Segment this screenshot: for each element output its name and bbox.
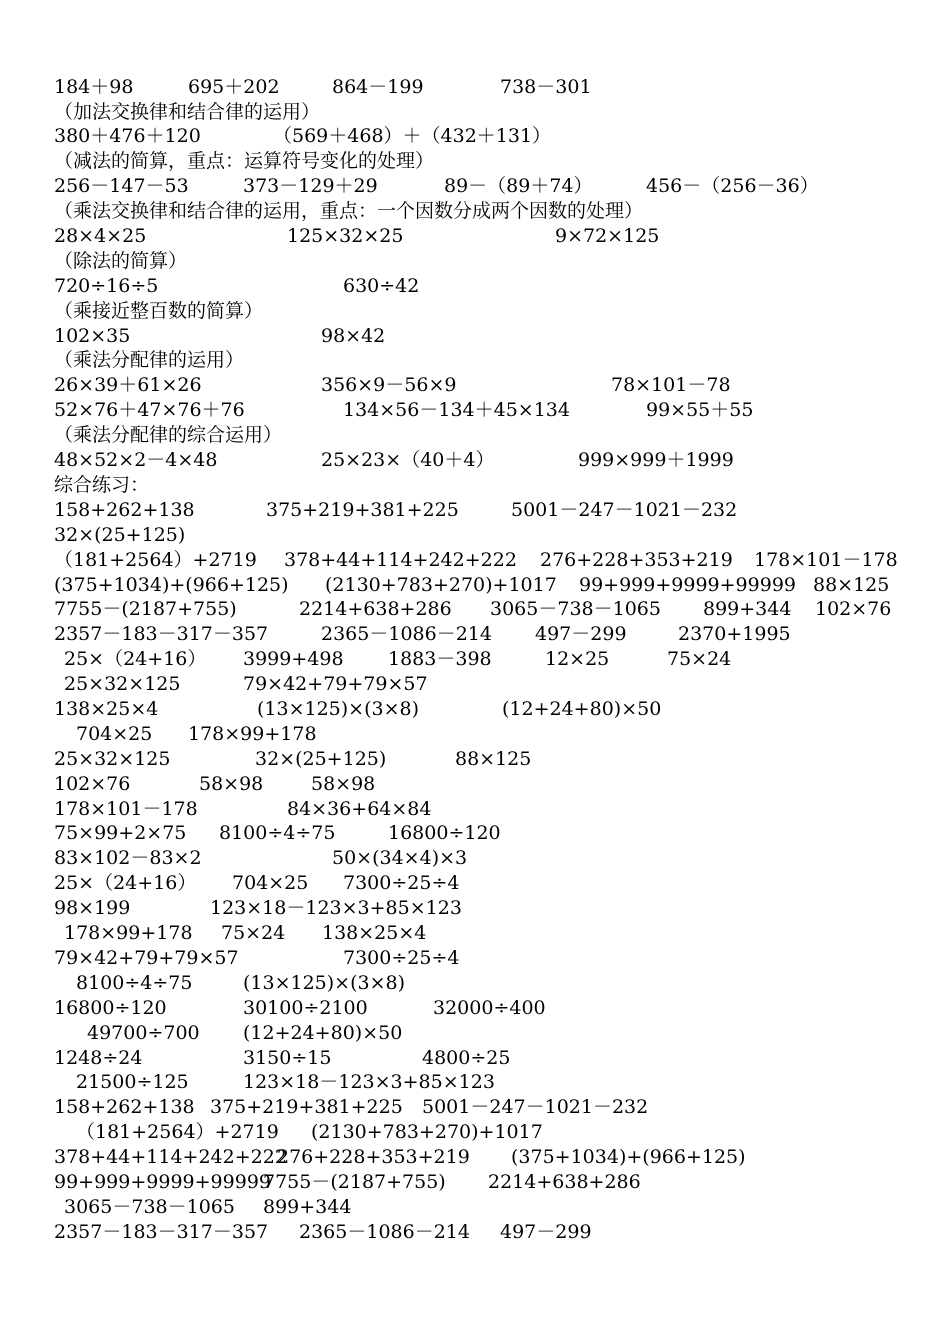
expression: 25×32×125 xyxy=(54,748,171,770)
line-20 xyxy=(0,548,950,573)
line-27 xyxy=(0,722,950,747)
line-21 xyxy=(0,573,950,598)
line-6 xyxy=(0,199,950,224)
expression: 7300÷25÷4 xyxy=(343,872,460,894)
line-7 xyxy=(0,224,950,249)
expression: 1248÷24 xyxy=(54,1047,143,1069)
line-43 xyxy=(0,1120,950,1145)
expression: 99+999+9999+99999 xyxy=(579,574,796,596)
expression: 25×23×（40＋4） xyxy=(321,449,495,471)
expression: 26×39＋61×26 xyxy=(54,374,202,396)
line-5 xyxy=(0,174,950,199)
line-16 xyxy=(0,448,950,473)
expression: 178×101－178 xyxy=(54,798,198,820)
line-45 xyxy=(0,1170,950,1195)
expression: （181+2564）+2719 xyxy=(76,1121,279,1143)
expression: 999×999＋1999 xyxy=(578,449,734,471)
line-14 xyxy=(0,398,950,423)
line-17 xyxy=(0,473,950,498)
line-10 xyxy=(0,299,950,324)
expression: 102×35 xyxy=(54,325,131,347)
expression: 7300÷25÷4 xyxy=(343,947,460,969)
expression: 378+44+114+242+222 xyxy=(54,1146,287,1168)
expression: 30100÷2100 xyxy=(243,997,368,1019)
line-13 xyxy=(0,373,950,398)
expression: 630÷42 xyxy=(343,275,420,297)
expression: 75×24 xyxy=(221,922,286,944)
expression: 4800÷25 xyxy=(422,1047,511,1069)
expression: 8100÷4÷75 xyxy=(76,972,193,994)
expression: (12+24+80)×50 xyxy=(243,1022,403,1044)
line-38 xyxy=(0,996,950,1021)
expression: 704×25 xyxy=(232,872,309,894)
section-heading: （乘法交换律和结合律的运用，重点：一个因数分成两个因数的处理） xyxy=(54,200,644,222)
line-1 xyxy=(0,75,950,100)
line-2 xyxy=(0,100,950,125)
expression: 99×55＋55 xyxy=(646,399,754,421)
section-heading: （乘接近整百数的简算） xyxy=(54,300,264,322)
line-26 xyxy=(0,697,950,722)
expression: 16800÷120 xyxy=(54,997,167,1019)
expression: 123×18－123×3+85×123 xyxy=(210,897,462,919)
expression: 5001－247－1021－232 xyxy=(422,1096,649,1118)
expression: 98×199 xyxy=(54,897,131,919)
line-24 xyxy=(0,647,950,672)
line-29 xyxy=(0,772,950,797)
expression: 899+344 xyxy=(263,1196,352,1218)
expression: 2365－1086－214 xyxy=(321,623,492,645)
expression: 102×76 xyxy=(815,598,892,620)
expression: 8100÷4÷75 xyxy=(219,822,336,844)
expression: 49700÷700 xyxy=(87,1022,200,1044)
expression: 184＋98 xyxy=(54,76,134,98)
section-heading: 综合练习： xyxy=(54,474,150,496)
expression: 32×(25+125) xyxy=(255,748,387,770)
expression: 375+219+381+225 xyxy=(266,499,459,521)
line-30 xyxy=(0,797,950,822)
line-3 xyxy=(0,124,950,149)
expression: 375+219+381+225 xyxy=(210,1096,403,1118)
line-4 xyxy=(0,149,950,174)
line-9 xyxy=(0,274,950,299)
expression: 720÷16÷5 xyxy=(54,275,159,297)
expression: 5001－247－1021－232 xyxy=(511,499,738,521)
expression: 89－（89＋74） xyxy=(444,175,593,197)
expression: 16800÷120 xyxy=(388,822,501,844)
expression: 102×76 xyxy=(54,773,131,795)
expression: 178×99+178 xyxy=(188,723,317,745)
line-28 xyxy=(0,747,950,772)
expression: 78×101－78 xyxy=(611,374,731,396)
expression: 12×25 xyxy=(545,648,610,670)
expression: (13×125)×(3×8) xyxy=(257,698,420,720)
expression: 9×72×125 xyxy=(555,225,660,247)
line-32 xyxy=(0,846,950,871)
expression: 256－147－53 xyxy=(54,175,189,197)
expression: 2214+638+286 xyxy=(299,598,452,620)
expression: 25×（24+16） xyxy=(54,872,197,894)
expression: 75×24 xyxy=(667,648,732,670)
expression: 3065－738－1065 xyxy=(64,1196,235,1218)
expression: 84×36+64×84 xyxy=(287,798,432,820)
expression: 125×32×25 xyxy=(287,225,404,247)
expression: 88×125 xyxy=(813,574,890,596)
expression: 276+228+353+219 xyxy=(277,1146,470,1168)
section-heading: （除法的简算） xyxy=(54,250,188,272)
expression: 1883－398 xyxy=(388,648,492,670)
expression: 83×102－83×2 xyxy=(54,847,202,869)
line-23 xyxy=(0,622,950,647)
expression: 373－129＋29 xyxy=(243,175,378,197)
expression: 79×42+79+79×57 xyxy=(54,947,239,969)
line-34 xyxy=(0,896,950,921)
line-8 xyxy=(0,249,950,274)
expression: 58×98 xyxy=(311,773,376,795)
expression: 88×125 xyxy=(455,748,532,770)
expression: 2214+638+286 xyxy=(488,1171,641,1193)
expression: 58×98 xyxy=(199,773,264,795)
expression: 98×42 xyxy=(321,325,386,347)
expression: 28×4×25 xyxy=(54,225,147,247)
expression: 50×(34×4)×3 xyxy=(332,847,468,869)
expression: 899+344 xyxy=(703,598,792,620)
line-46 xyxy=(0,1195,950,1220)
expression: 3150÷15 xyxy=(243,1047,332,1069)
expression: 3999+498 xyxy=(243,648,344,670)
expression: 497－299 xyxy=(500,1221,592,1243)
line-39 xyxy=(0,1021,950,1046)
line-15 xyxy=(0,423,950,448)
section-heading: （乘法分配律的运用） xyxy=(54,349,245,371)
expression: 138×25×4 xyxy=(54,698,159,720)
line-44 xyxy=(0,1145,950,1170)
expression: (2130+783+270)+1017 xyxy=(325,574,557,596)
line-37 xyxy=(0,971,950,996)
expression: (375+1034)+(966+125) xyxy=(54,574,289,596)
expression: 134×56－134＋45×134 xyxy=(343,399,570,421)
expression: (2130+783+270)+1017 xyxy=(311,1121,543,1143)
expression: 7755－(2187+755) xyxy=(54,598,237,620)
expression: 695＋202 xyxy=(188,76,280,98)
line-47 xyxy=(0,1220,950,1245)
expression: 178×99+178 xyxy=(64,922,193,944)
line-41 xyxy=(0,1070,950,1095)
section-heading: （加法交换律和结合律的运用） xyxy=(54,101,321,123)
line-11 xyxy=(0,324,950,349)
expression: 158+262+138 xyxy=(54,499,195,521)
expression: 7755－(2187+755) xyxy=(263,1171,446,1193)
expression: （569＋468）＋（432＋131） xyxy=(273,125,552,147)
expression: 2365－1086－214 xyxy=(299,1221,470,1243)
expression: 32×(25+125) xyxy=(54,524,186,546)
expression: 178×101－178 xyxy=(754,549,898,571)
expression: 99+999+9999+99999 xyxy=(54,1171,271,1193)
expression: （181+2564）+2719 xyxy=(54,549,257,571)
expression: 48×52×2－4×48 xyxy=(54,449,218,471)
expression: 2370+1995 xyxy=(678,623,791,645)
line-36 xyxy=(0,946,950,971)
expression: 456－（256－36） xyxy=(646,175,819,197)
expression: 2357－183－317－357 xyxy=(54,623,269,645)
line-35 xyxy=(0,921,950,946)
expression: 25×（24+16） xyxy=(64,648,207,670)
expression: 380＋476＋120 xyxy=(54,125,201,147)
expression: 123×18－123×3+85×123 xyxy=(243,1071,495,1093)
line-19 xyxy=(0,523,950,548)
line-25 xyxy=(0,672,950,697)
expression: 21500÷125 xyxy=(76,1071,189,1093)
expression: 738－301 xyxy=(500,76,592,98)
expression: 79×42+79+79×57 xyxy=(243,673,428,695)
expression: (12+24+80)×50 xyxy=(502,698,662,720)
expression: 3065－738－1065 xyxy=(490,598,661,620)
line-33 xyxy=(0,871,950,896)
line-40 xyxy=(0,1046,950,1071)
expression: 75×99+2×75 xyxy=(54,822,187,844)
expression: 52×76＋47×76＋76 xyxy=(54,399,245,421)
expression: (375+1034)+(966+125) xyxy=(511,1146,746,1168)
expression: 158+262+138 xyxy=(54,1096,195,1118)
section-heading: （乘法分配律的综合运用） xyxy=(54,424,283,446)
expression: 32000÷400 xyxy=(433,997,546,1019)
expression: 276+228+353+219 xyxy=(540,549,733,571)
expression: 138×25×4 xyxy=(322,922,427,944)
expression: 378+44+114+242+222 xyxy=(284,549,517,571)
expression: (13×125)×(3×8) xyxy=(243,972,406,994)
line-12 xyxy=(0,348,950,373)
line-31 xyxy=(0,821,950,846)
expression: 864－199 xyxy=(332,76,424,98)
expression: 497－299 xyxy=(535,623,627,645)
line-22 xyxy=(0,597,950,622)
line-18 xyxy=(0,498,950,523)
line-42 xyxy=(0,1095,950,1120)
expression: 2357－183－317－357 xyxy=(54,1221,269,1243)
section-heading: （减法的简算，重点：运算符号变化的处理） xyxy=(54,150,435,172)
expression: 356×9－56×9 xyxy=(321,374,457,396)
expression: 704×25 xyxy=(76,723,153,745)
expression: 25×32×125 xyxy=(64,673,181,695)
